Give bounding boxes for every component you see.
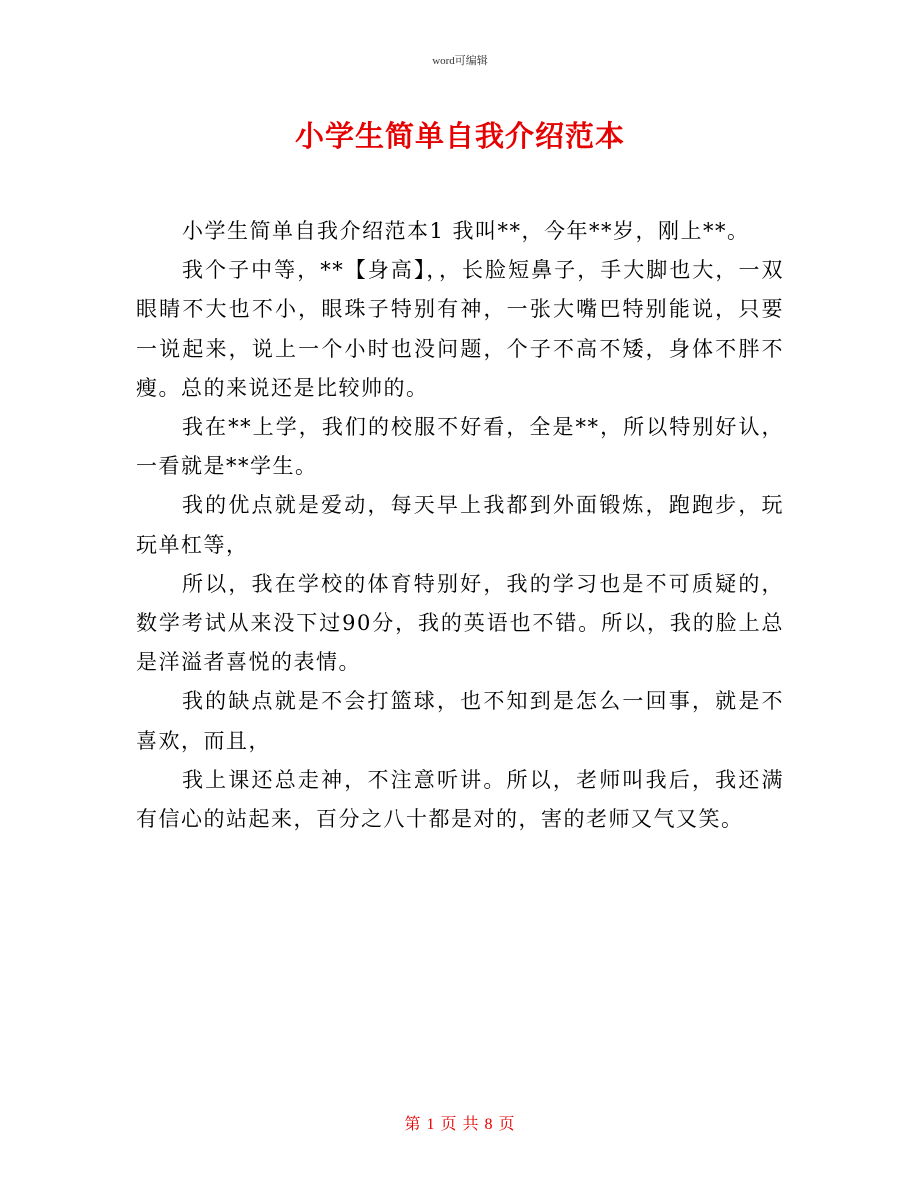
- document-body: [136, 212, 784, 839]
- paragraph: 我上课还总走神，不注意听讲。所以，老师叫我后，我还满有信心的站起来，百分之八十都是对的，害的老师又气又笑。: [136, 767, 784, 832]
- page-number-footer: 第 1 页 共 8 页: [404, 1116, 516, 1133]
- paragraph: 我个子中等，**【身高】，，长脸短鼻子，手大脚也大，一双眼睛不大也不小，眼珠子特别有神，一张大嘴巴特别能说，只要一说起来，说上一个小时也没问题，个子不高不矮，身体不胖不瘦。总的来说还是比较帅的。: [136, 258, 784, 400]
- paragraph: 我的缺点就是不会打篮球，也不知到是怎么一回事，就是不喜欢，而且，: [136, 689, 784, 753]
- paragraph: 所以，我在学校的体育特别好，我的学习也是不可质疑的，数学考试从来没下过90分，我的英语也不错。所以，我的脸上总是洋溢者喜悦的表情。: [136, 571, 784, 675]
- header-note: word可编辑: [432, 55, 488, 67]
- paragraph: 我的优点就是爱动，每天早上我都到外面锻炼，跑跑步，玩玩单杠等，: [136, 493, 784, 557]
- document-title: 小学生简单自我介绍范本: [294, 119, 625, 153]
- paragraph: 我在**上学，我们的校服不好看，全是**，所以特别好认，一看就是**学生。: [136, 415, 784, 479]
- paragraph: 小学生简单自我介绍范本1 我叫**，今年**岁，刚上**。: [182, 219, 750, 243]
